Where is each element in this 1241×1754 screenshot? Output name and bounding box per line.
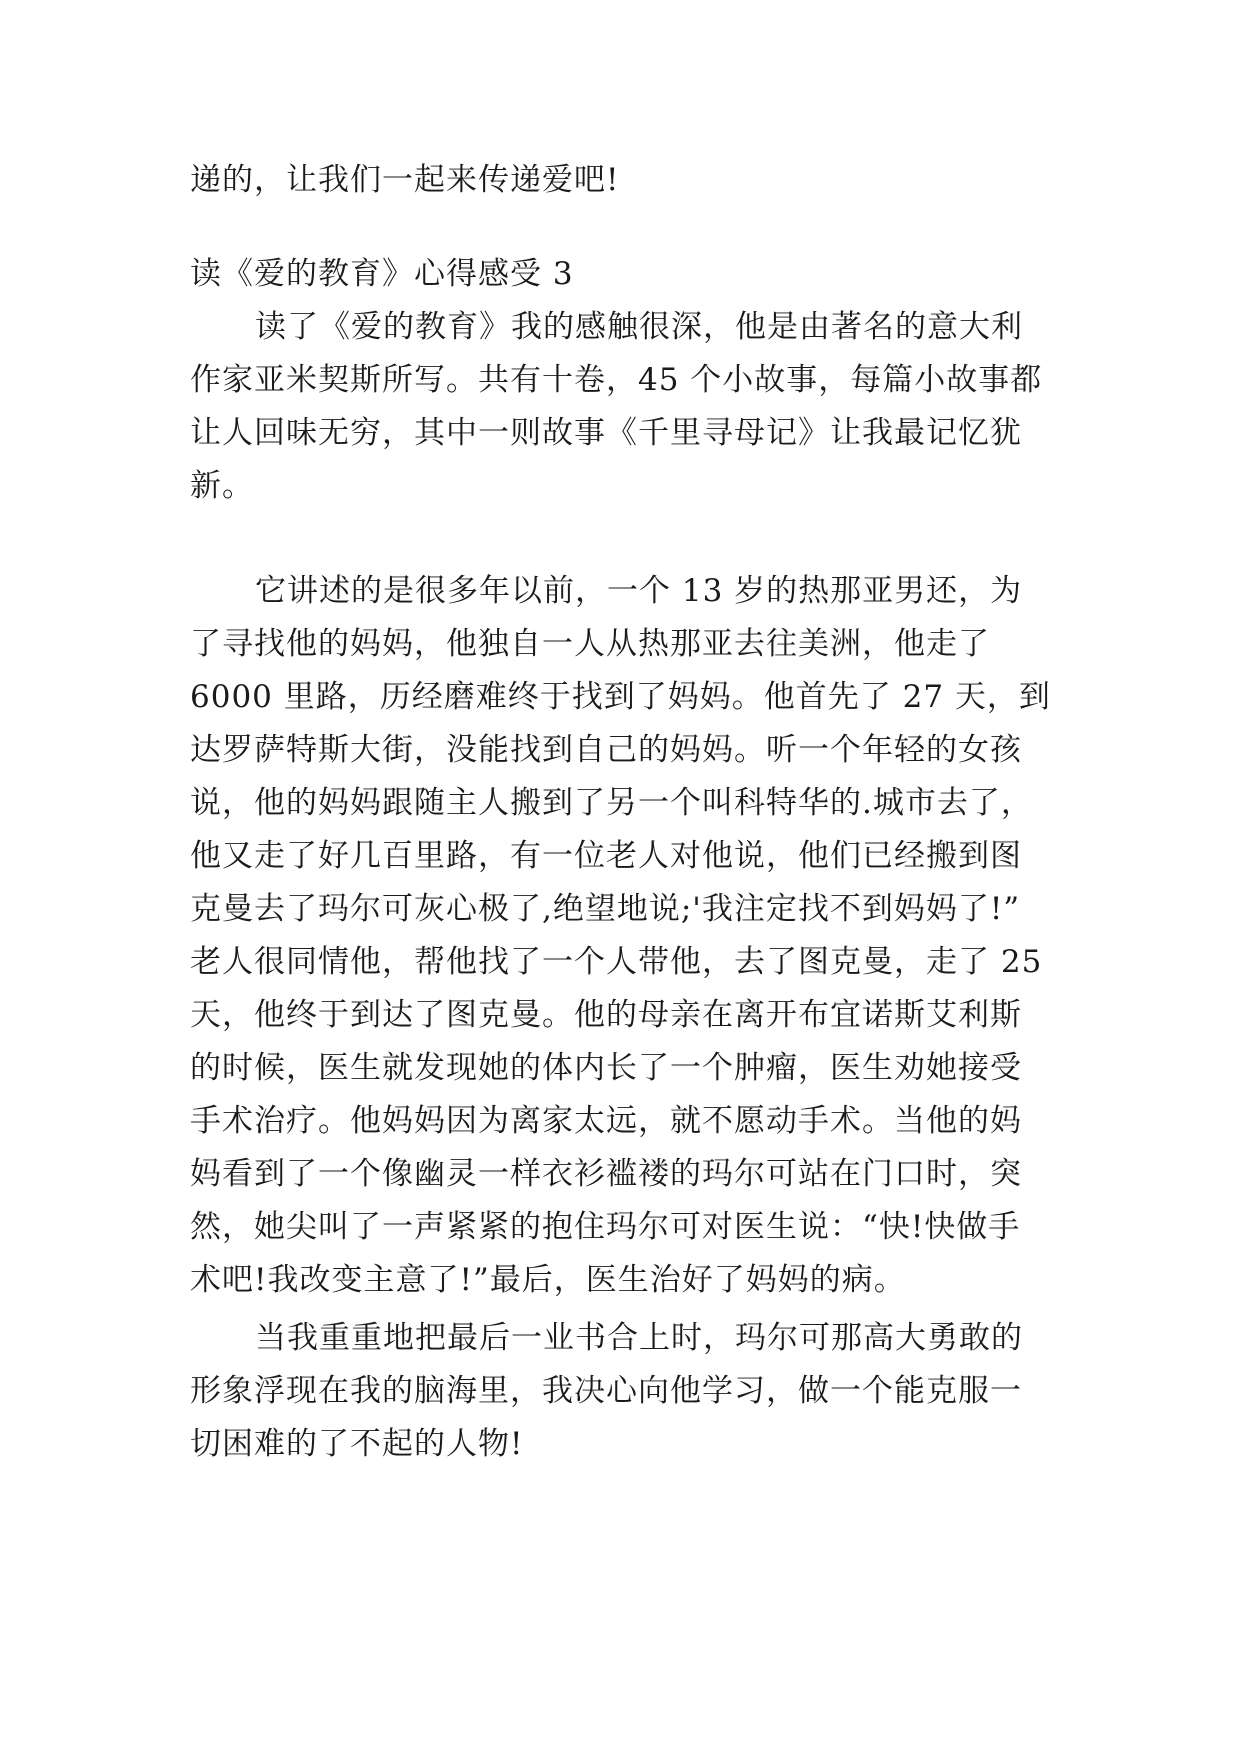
paragraph-line: 新。 [190, 468, 254, 504]
paragraph-line: 6000 里路，历经磨难终于找到了妈妈。他首先了 27 天，到 [190, 679, 1051, 715]
paragraph-line: 妈看到了一个像幽灵一样衣衫褴褛的玛尔可站在门口时，突 [190, 1156, 1022, 1192]
paragraph-line: 它讲述的是很多年以前，一个 13 岁的热那亚男还，为 [255, 573, 1023, 609]
paragraph-line: 说，他的妈妈跟随主人搬到了另一个叫科特华的.城市去了， [190, 785, 1033, 821]
paragraph-line: 当我重重地把最后一业书合上时，玛尔可那高大勇敢的 [255, 1320, 1023, 1356]
previous-section-tail: 递的，让我们一起来传递爱吧! [190, 162, 620, 198]
section-title: 读《爱的教育》心得感受 3 [190, 256, 574, 292]
paragraph-line: 天，他终于到达了图克曼。他的母亲在离开布宜诺斯艾利斯 [190, 997, 1022, 1033]
paragraph-line: 切困难的了不起的人物! [190, 1426, 524, 1462]
paragraph-line: 手术治疗。他妈妈因为离家太远，就不愿动手术。当他的妈 [190, 1103, 1022, 1139]
paragraph-line: 了寻找他的妈妈，他独自一人从热那亚去往美洲，他走了 [190, 626, 990, 662]
paragraph-line: 克曼去了玛尔可灰心极了,绝望地说;'我注定找不到妈妈了!” [190, 891, 1021, 927]
paragraph-line: 达罗萨特斯大街，没能找到自己的妈妈。听一个年轻的女孩 [190, 732, 1022, 768]
paragraph-line: 术吧!我改变主意了!”最后，医生治好了妈妈的病。 [190, 1262, 906, 1298]
paragraph-line: 老人很同情他，帮他找了一个人带他，去了图克曼，走了 25 [190, 944, 1043, 980]
paragraph-line: 让人回味无穷，其中一则故事《千里寻母记》让我最记忆犹 [190, 415, 1022, 451]
paragraph-line: 然，她尖叫了一声紧紧的抱住玛尔可对医生说：“快!快做手 [190, 1209, 1021, 1245]
paragraph-line: 他又走了好几百里路，有一位老人对他说，他们已经搬到图 [190, 838, 1022, 874]
paragraph-line: 读了《爱的教育》我的感触很深，他是由著名的意大利 [255, 309, 1023, 345]
paragraph-line: 作家亚米契斯所写。共有十卷，45 个小故事，每篇小故事都 [190, 362, 1043, 398]
paragraph-line: 的时候，医生就发现她的体内长了一个肿瘤，医生劝她接受 [190, 1050, 1022, 1086]
paragraph-line: 形象浮现在我的脑海里，我决心向他学习，做一个能克服一 [190, 1373, 1022, 1409]
